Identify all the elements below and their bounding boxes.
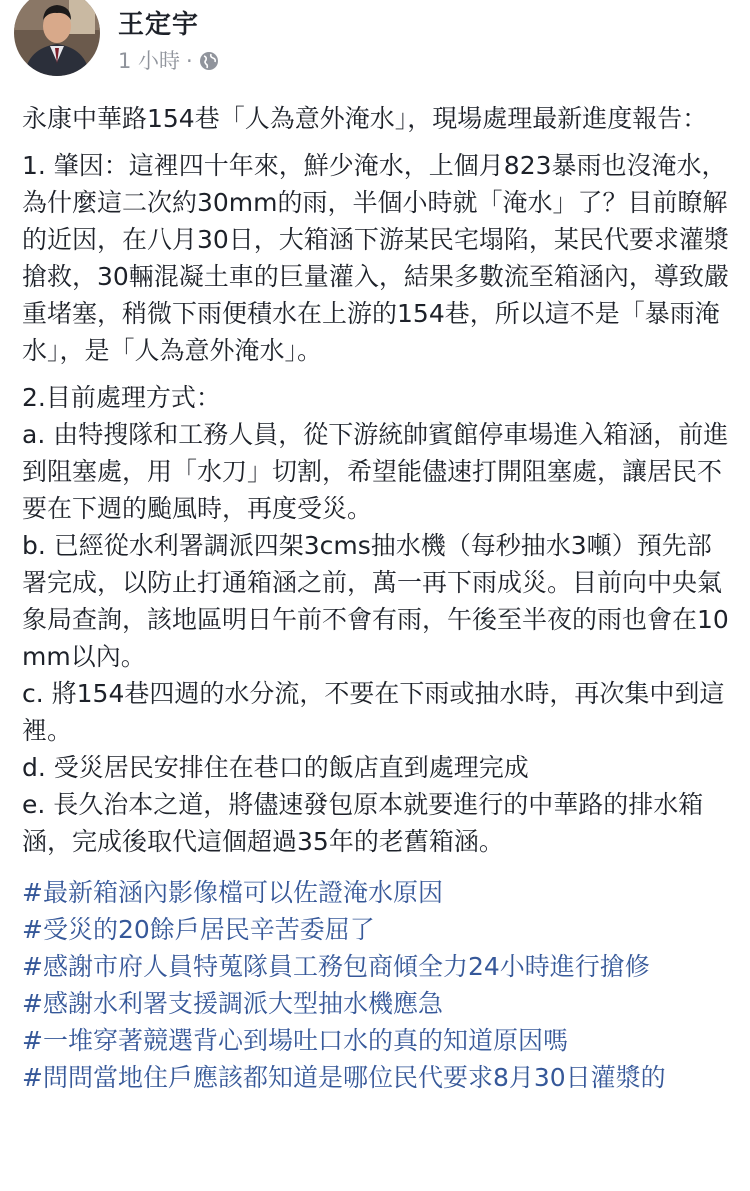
post-cause-paragraph: 1. 肇因：這裡四十年來，鮮少淹水，上個月823暴雨也沒淹水，為什麼這二次約30mm的雨，半個小時就「淹水」了？目前瞭解的近因，在八月30日，大箱涵下游某民宅塌陷，某民代要求灌漿搶救，30輛混凝土車的巨量灌入，結果多數流至箱涵內，導致嚴重堵塞，稍微下雨便積水在上游的154巷，所以這不是「暴雨淹水」，是「人為意外淹水」。 <box>22 151 729 365</box>
post-method-b: b. 已經從水利署調派四架3cms抽水機（每秒抽水3噸）預先部署完成，以防止打通箱涵之前，萬一再下雨成災。目前向中央氣象局查詢，該地區明日午前不會有雨，午後至半夜的雨也會在10mm以內。 <box>22 531 729 671</box>
hashtag-link[interactable]: #感謝水利署支援調派大型抽水機應急 <box>22 989 443 1018</box>
globe-icon <box>199 51 219 71</box>
author-name[interactable]: 王定宇 <box>118 10 200 40</box>
avatar[interactable] <box>14 0 100 76</box>
post-method-title: 2.目前處理方式： <box>22 383 221 412</box>
meta-separator: · <box>186 49 193 73</box>
post-method-c: c. 將154巷四週的水分流，不要在下雨或抽水時，再次集中到這裡。 <box>22 679 725 745</box>
hashtag-list <box>22 874 732 1096</box>
paragraph-gap <box>22 369 732 379</box>
post-method-a: a. 由特搜隊和工務人員，從下游統帥賓館停車場進入箱涵，前進到阻塞處，用「水刀」切割，希望能儘速打開阻塞處，讓居民不要在下週的颱風時，再度受災。 <box>22 420 729 523</box>
hashtag-link[interactable]: #問問當地住戶應該都知道是哪位民代要求8月30日灌漿的 <box>22 1063 666 1092</box>
hashtag-link[interactable]: #一堆穿著競選背心到場吐口水的真的知道原因嗎 <box>22 1026 568 1055</box>
post-body <box>22 100 732 1096</box>
post-meta <box>118 48 219 74</box>
post-method-e: e. 長久治本之道，將儘速發包原本就要進行的中華路的排水箱涵，完成後取代這個超過35年的老舊箱涵。 <box>22 790 704 856</box>
post-timestamp[interactable]: 1 小時 <box>118 49 181 73</box>
avatar-image <box>14 0 100 76</box>
hashtag-link[interactable]: #感謝市府人員特蒐隊員工務包商傾全力24小時進行搶修 <box>22 952 650 981</box>
post-header <box>14 0 219 86</box>
hashtag-link[interactable]: #最新箱涵內影像檔可以佐證淹水原因 <box>22 878 443 907</box>
post-method-d: d. 受災居民安排住在巷口的飯店直到處理完成 <box>22 753 529 782</box>
hashtag-link[interactable]: #受災的20餘戶居民辛苦委屈了 <box>22 915 375 944</box>
paragraph-gap <box>22 137 732 147</box>
author-block <box>118 0 219 74</box>
post-intro: 永康中華路154巷「人為意外淹水」，現場處理最新進度報告： <box>22 104 708 133</box>
